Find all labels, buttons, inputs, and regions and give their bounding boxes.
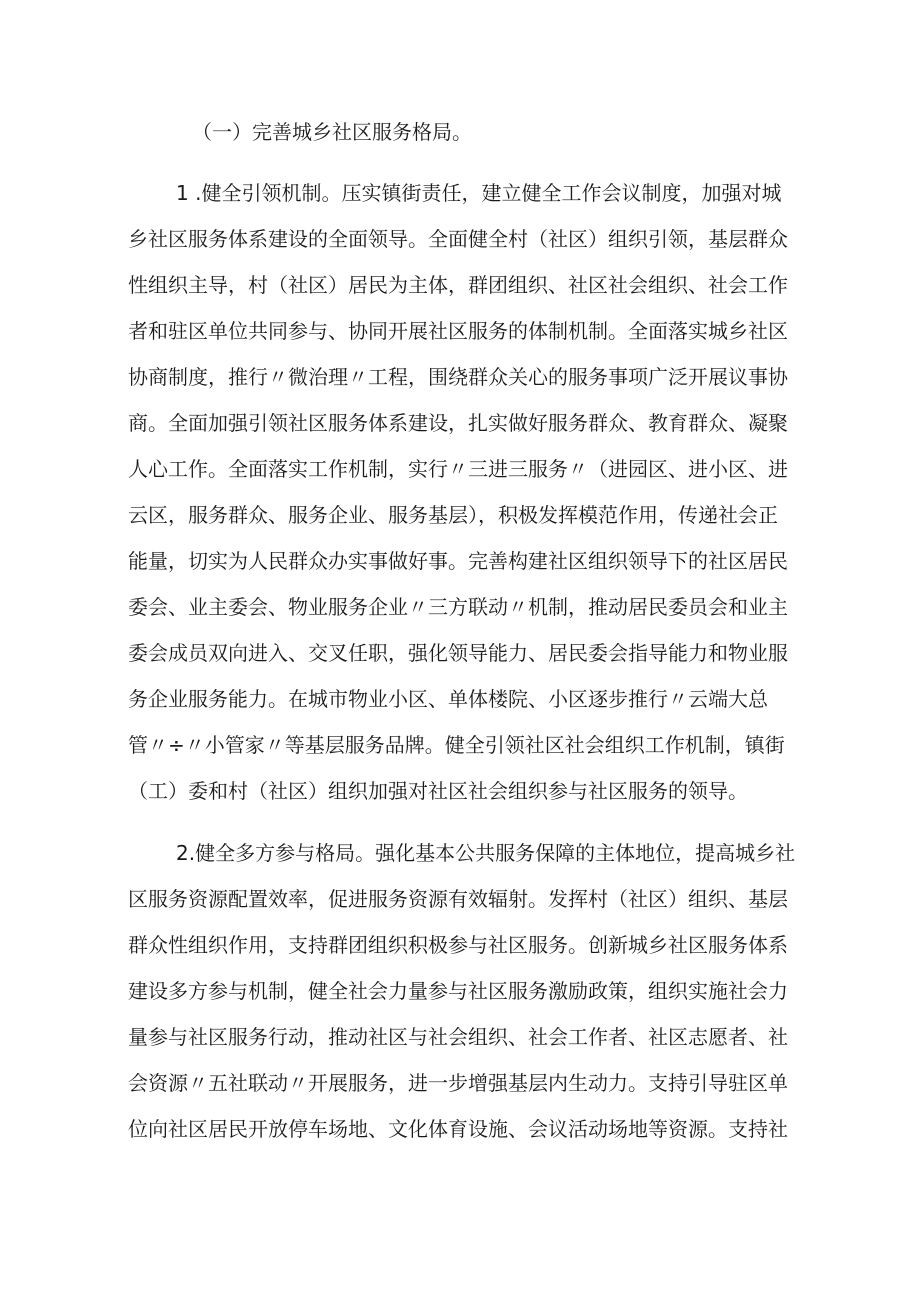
paragraph-1-line: 委会成员双向进入、交叉任职，强化领导能力、居民委会指导能力和物业服 <box>128 641 788 665</box>
paragraph-1-line: 1 .健全引领机制。压实镇街责任，建立健全工作会议制度，加强对城 <box>176 181 782 205</box>
paragraph-1-line: 人心工作。全面落实工作机制，实行〃三进三服务〃（进园区、进小区、进 <box>128 457 788 481</box>
paragraph-2-line: 建设多方参与机制，健全社会力量参与社区服务激励政策，组织实施社会力 <box>128 979 788 1003</box>
paragraph-1-line: 能量，切实为人民群众办实事做好事。完善构建社区组织领导下的社区居民 <box>128 549 788 573</box>
paragraph-1-line: 商。全面加强引领社区服务体系建设，扎实做好服务群众、教育群众、凝聚 <box>128 411 788 435</box>
paragraph-1-line: 乡社区服务体系建设的全面领导。全面健全村（社区）组织引领，基层群众 <box>128 227 788 251</box>
paragraph-1-line: 协商制度，推行〃微治理〃工程，围绕群众关心的服务事项广泛开展议事协 <box>128 365 788 389</box>
paragraph-2-line: 会资源〃五社联动〃开展服务，进一步增强基层内生动力。支持引导驻区单 <box>128 1071 788 1095</box>
paragraph-1-line: （工）委和村（社区）组织加强对社区社会组织参与社区服务的领导。 <box>128 779 748 803</box>
paragraph-2-line: 量参与社区服务行动，推动社区与社会组织、社会工作者、社区志愿者、社 <box>128 1025 788 1049</box>
paragraph-1-line: 委会、业主委会、物业服务企业〃三方联动〃机制，推动居民委员会和业主 <box>128 595 788 619</box>
paragraph-1-line: 务企业服务能力。在城市物业小区、单体楼院、小区逐步推行〃云端大总 <box>128 687 768 711</box>
paragraph-2-line: 区服务资源配置效率，促进服务资源有效辐射。发挥村（社区）组织、基层 <box>128 887 788 911</box>
paragraph-2-line: 位向社区居民开放停车场地、文化体育设施、会议活动场地等资源。支持社 <box>128 1117 788 1141</box>
paragraph-1-line: 性组织主导，村（社区）居民为主体，群团组织、社区社会组织、社会工作 <box>128 273 788 297</box>
paragraph-1-line: 云区，服务群众、服务企业、服务基层），积极发挥模范作用，传递社会正 <box>128 503 778 527</box>
section-heading: （一）完善城乡社区服务格局。 <box>192 120 472 144</box>
paragraph-1-line: 管〃÷〃小管家〃等基层服务品牌。健全引领社区社会组织工作机制，镇街 <box>128 733 785 757</box>
paragraph-1-line: 者和驻区单位共同参与、协同开展社区服务的体制机制。全面落实城乡社区 <box>128 319 788 343</box>
paragraph-2-line: 2.健全多方参与格局。强化基本公共服务保障的主体地位，提高城乡社 <box>176 841 796 865</box>
paragraph-2-line: 群众性组织作用，支持群团组织积极参与社区服务。创新城乡社区服务体系 <box>128 933 788 957</box>
